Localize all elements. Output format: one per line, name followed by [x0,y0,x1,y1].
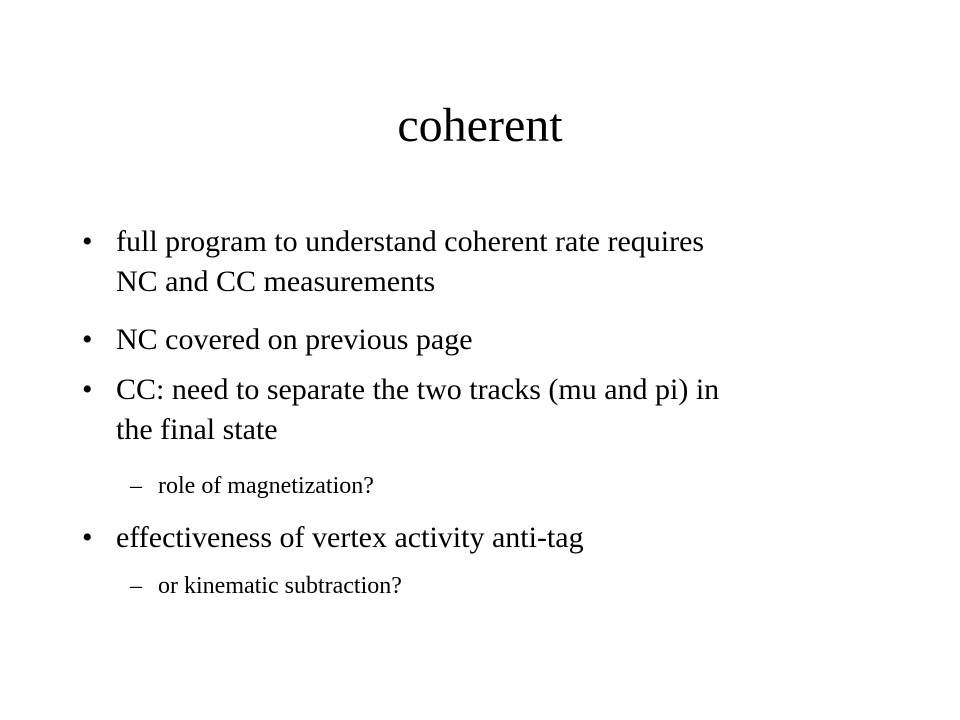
bullet-marker: • [82,323,93,356]
bullet-text-line: effectiveness of vertex activity anti-tag [116,521,584,554]
sub-bullet-text: role of magnetization? [158,473,374,499]
bullet-text-line: full program to understand coherent rate requires [116,225,705,258]
bullet-text-line: CC: need to separate the two tracks (mu and pi) in [116,373,720,406]
slide-title: coherent [397,99,563,152]
sub-bullet-text: or kinematic subtraction? [158,573,402,599]
sub-bullet-marker: – [130,473,142,499]
bullet-marker: • [82,521,93,554]
bullet-text-line: the final state [116,413,278,446]
bullet-text-line: NC covered on previous page [116,323,473,356]
bullet-marker: • [82,373,93,406]
sub-bullet-marker: – [130,573,142,599]
bullet-text-line: NC and CC measurements [116,265,436,298]
bullet-marker: • [82,225,93,258]
